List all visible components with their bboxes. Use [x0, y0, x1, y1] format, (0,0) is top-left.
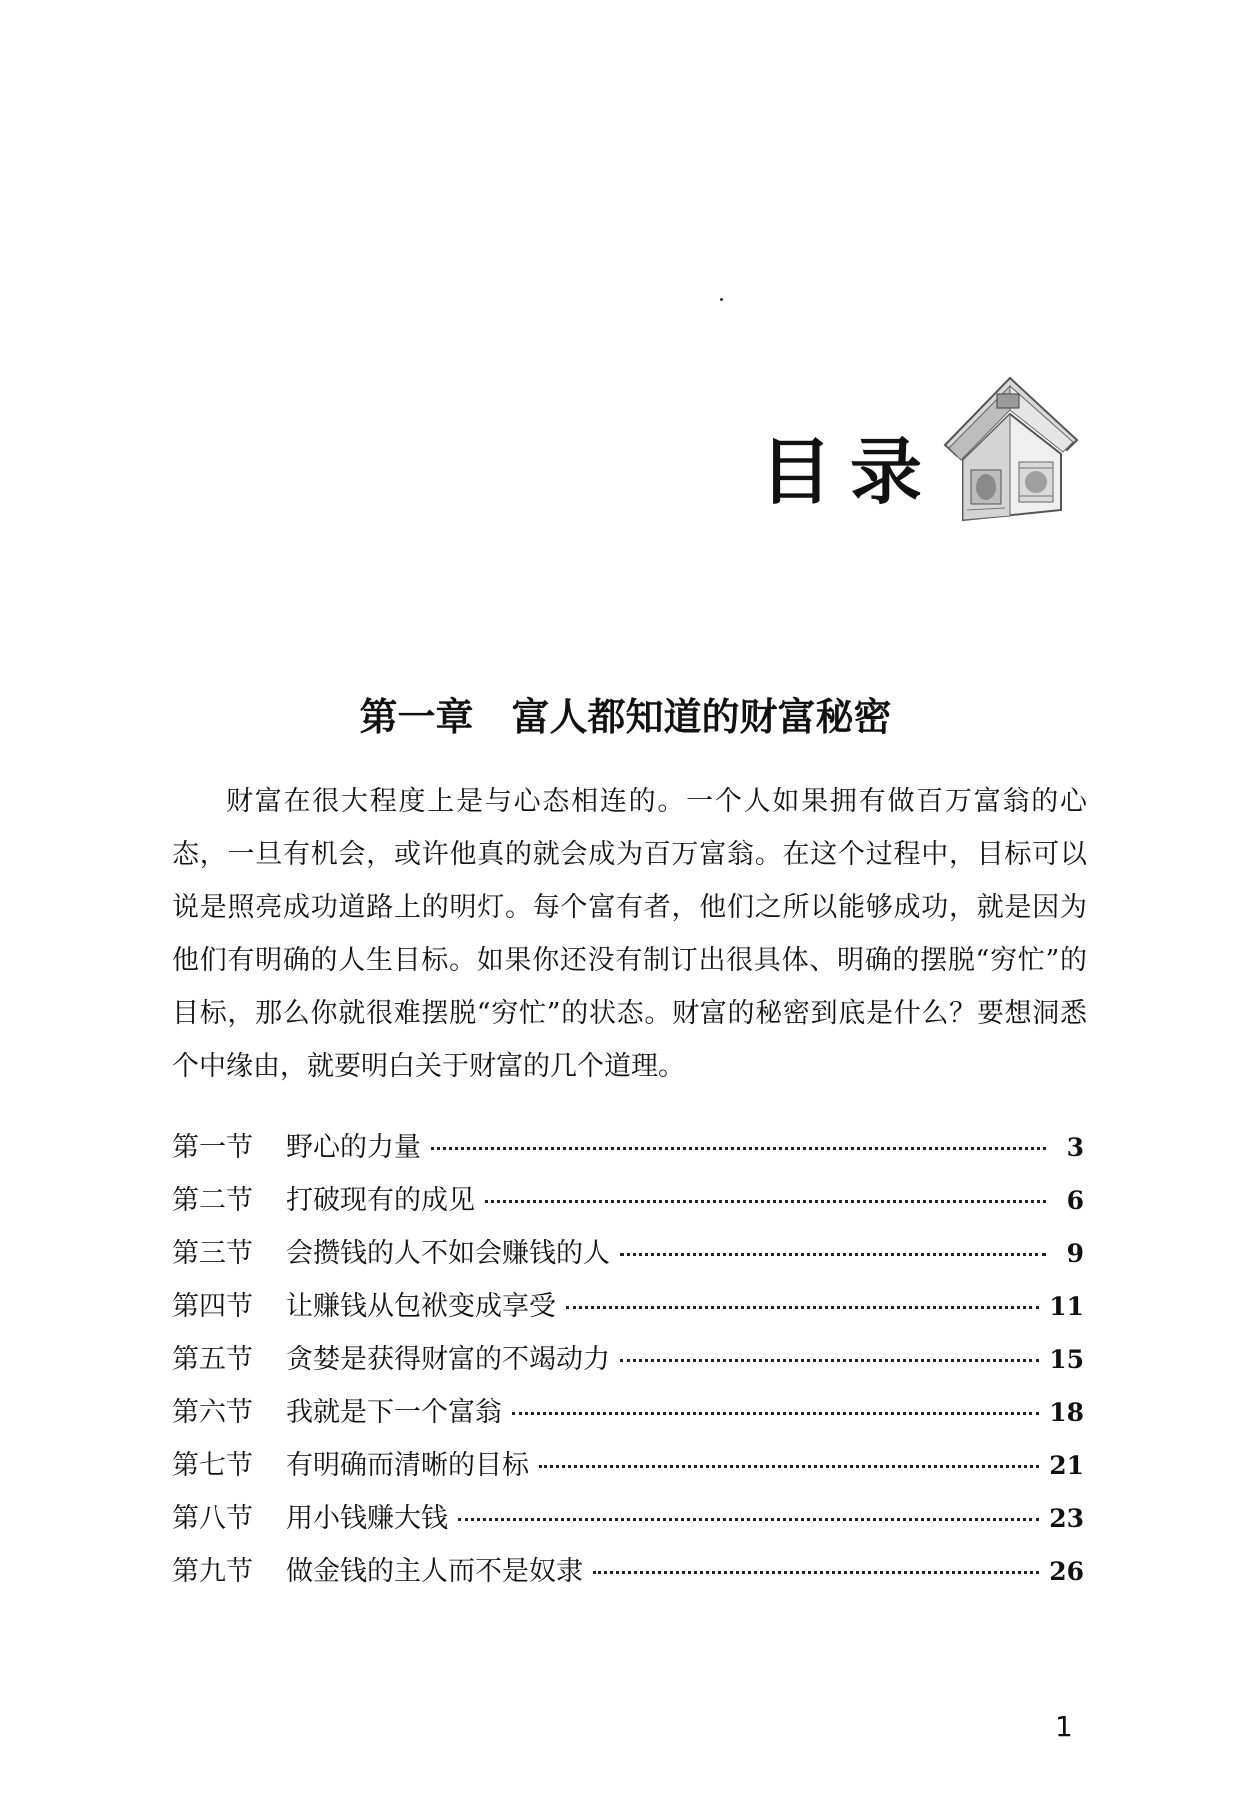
- toc-page-number: 6: [1066, 1186, 1084, 1215]
- toc-leader-dots: [620, 1359, 1039, 1362]
- toc-entry-title: 贪婪是获得财富的不竭动力: [286, 1344, 610, 1375]
- toc-section-number: 第八节: [172, 1503, 253, 1534]
- toc-section-number: 第七节: [172, 1450, 253, 1481]
- toc-entry[interactable]: [172, 1231, 1084, 1284]
- toc-leader-dots: [512, 1412, 1039, 1415]
- toc-entry[interactable]: [172, 1284, 1084, 1337]
- toc-section-number: 第九节: [172, 1556, 253, 1587]
- toc-section-number: 第二节: [172, 1185, 253, 1216]
- toc-entry[interactable]: [172, 1125, 1084, 1178]
- toc-leader-dots: [620, 1253, 1046, 1256]
- toc-entry-title: 有明确而清晰的目标: [286, 1450, 529, 1481]
- toc-leader-dots: [593, 1571, 1039, 1574]
- toc-entry-title: 野心的力量: [286, 1132, 421, 1163]
- toc-entry[interactable]: [172, 1496, 1084, 1549]
- print-speck: [720, 298, 723, 301]
- toc-section-number: 第五节: [172, 1344, 253, 1375]
- toc-list: [172, 1125, 1084, 1602]
- toc-entry-title: 打破现有的成见: [286, 1185, 475, 1216]
- toc-page-number: 9: [1066, 1239, 1084, 1268]
- toc-section-number: 第一节: [172, 1132, 253, 1163]
- toc-section-number: 第六节: [172, 1397, 253, 1428]
- toc-page-number: 11: [1049, 1292, 1084, 1321]
- toc-page-number: 26: [1049, 1557, 1084, 1586]
- toc-entry-title: 我就是下一个富翁: [286, 1397, 502, 1428]
- toc-leader-dots: [458, 1518, 1039, 1521]
- page-number: 1: [1055, 1710, 1073, 1743]
- toc-page-number: 18: [1049, 1398, 1084, 1427]
- toc-entry[interactable]: [172, 1443, 1084, 1496]
- toc-leader-dots: [539, 1465, 1039, 1468]
- chapter-title: 第一章 富人都知道的财富秘密: [359, 694, 892, 739]
- toc-entry[interactable]: [172, 1390, 1084, 1443]
- toc-entry[interactable]: [172, 1549, 1084, 1602]
- toc-section-number: 第三节: [172, 1238, 253, 1269]
- toc-entry-title: 用小钱赚大钱: [286, 1503, 448, 1534]
- toc-page-number: 23: [1049, 1504, 1084, 1533]
- toc-entry[interactable]: [172, 1337, 1084, 1390]
- toc-leader-dots: [431, 1147, 1046, 1150]
- toc-leader-dots: [566, 1306, 1039, 1309]
- toc-entry-title: 做金钱的主人而不是奴隶: [286, 1556, 583, 1587]
- toc-entry-title: 会攒钱的人不如会赚钱的人: [286, 1238, 610, 1269]
- money-house-icon: [935, 370, 1085, 530]
- toc-entry[interactable]: [172, 1178, 1084, 1231]
- toc-section-number: 第四节: [172, 1291, 253, 1322]
- toc-page-number: 15: [1049, 1345, 1084, 1374]
- toc-page-number: 3: [1066, 1133, 1084, 1162]
- toc-heading: 目录: [760, 430, 941, 514]
- chapter-intro: 财富在很大程度上是与心态相连的。一个人如果拥有做百万富翁的心态，一旦有机会，或许他真的就会成为百万富翁。在这个过程中，目标可以说是照亮成功道路上的明灯。每个富有者，他们之所以能够成功，就是因为他们有明确的人生目标。如果你还没有制订出很具体、明确的摆脱“穷忙”的目标，那么你就很难摆脱“穷忙”的状态。财富的秘密到底是什么？要想洞悉个中缘由，就要明白关于财富的几个道理。: [172, 786, 1087, 1082]
- toc-entry-title: 让赚钱从包袱变成享受: [286, 1291, 556, 1322]
- toc-leader-dots: [485, 1200, 1046, 1203]
- toc-page-number: 21: [1049, 1451, 1084, 1480]
